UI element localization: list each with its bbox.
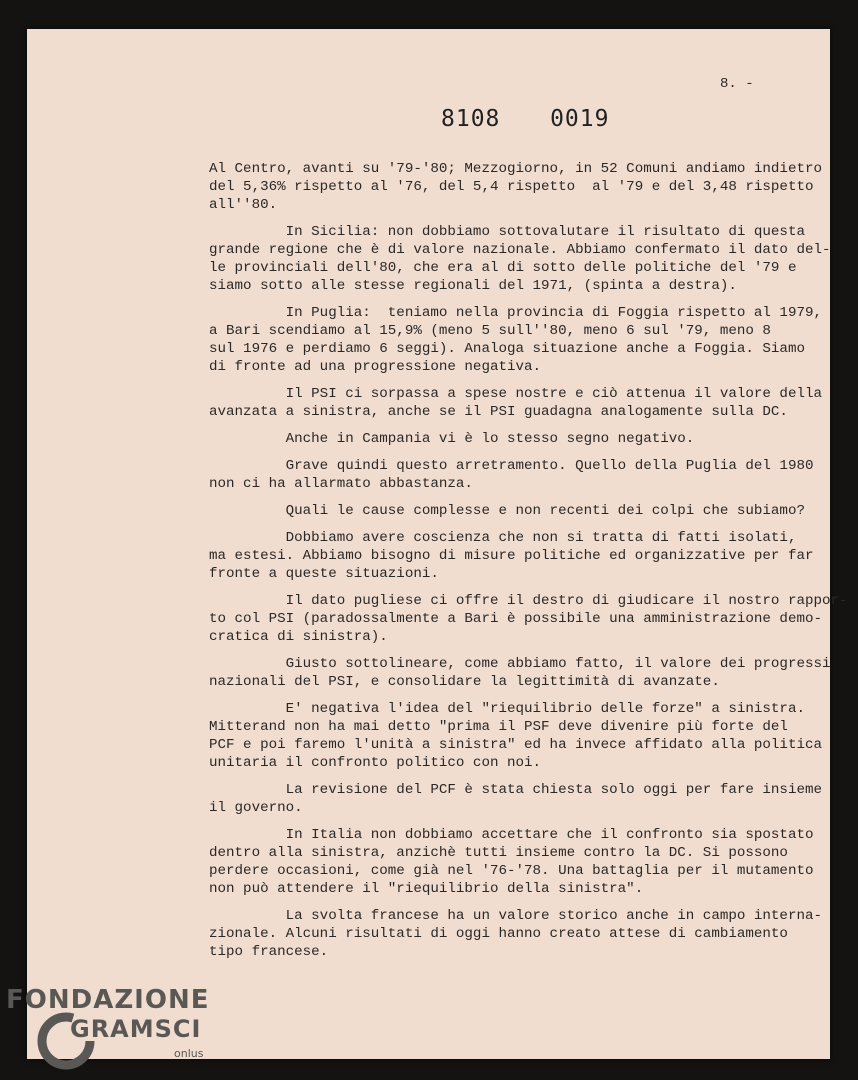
text-line: Mitterand non ha mai detto "prima il PSF deve divenire più forte del xyxy=(209,719,788,735)
paragraph xyxy=(209,592,848,646)
paragraph xyxy=(209,430,809,448)
paragraph xyxy=(209,907,822,961)
watermark xyxy=(6,985,226,1075)
text-line: dentro alla sinistra, anzichè tutti insieme contro la DC. Si possono xyxy=(209,845,788,861)
watermark-line3: onlus xyxy=(174,1047,204,1060)
text-line: zionale. Alcuni risultati di oggi hanno creato attese di cambiamento xyxy=(209,926,788,942)
text-line: del 5,36% rispetto al '76, del 5,4 rispetto al '79 e del 3,48 rispetto xyxy=(209,179,814,195)
text-line: E' negativa l'idea del "riequilibrio delle forze" a sinistra. xyxy=(209,701,805,717)
text-line: avanzata a sinistra, anche se il PSI guadagna analogamente sulla DC. xyxy=(209,404,788,420)
text-line: PCF e poi faremo l'unità a sinistra" ed ha invece affidato alla politica xyxy=(209,737,822,753)
text-line: Dobbiamo avere coscienza che non si tratta di fatti isolati, xyxy=(209,530,797,546)
watermark-line2: GRAMSCI xyxy=(70,1015,202,1043)
text-line: Il PSI ci sorpassa a spese nostre e ciò attenua il valore della xyxy=(209,386,822,402)
text-line: di fronte ad una progressione negativa. xyxy=(209,359,542,375)
document-body xyxy=(209,160,848,970)
text-line: grande regione che è di valore nazionale. Abbiamo confermato il dato del- xyxy=(209,242,831,258)
paragraph xyxy=(209,529,814,583)
text-line: unitaria il confronto politico con noi. xyxy=(209,755,542,771)
text-line: In Sicilia: non dobbiamo sottovalutare il risultato di questa xyxy=(209,224,805,240)
text-line: sul 1976 e perdiamo 6 seggi). Analoga situazione anche a Foggia. Siamo xyxy=(209,341,805,357)
paragraph xyxy=(209,502,809,520)
text-line: to col PSI (paradossalmente a Bari è possibile una amministrazione demo- xyxy=(209,611,822,627)
text-line: Il dato pugliese ci offre il destro di giudicare il nostro rappor- xyxy=(209,593,848,609)
text-line: Grave quindi questo arretramento. Quello della Puglia del 1980 xyxy=(209,458,814,474)
text-line: Giusto sottolineare, come abbiamo fatto, il valore dei progressi xyxy=(209,656,831,672)
text-line: nazionali del PSI, e consolidare la legittimità di avanzate. xyxy=(209,674,720,690)
paragraph xyxy=(209,160,822,214)
paragraph xyxy=(209,223,831,295)
text-line: non può attendere il "riequilibrio della sinistra". xyxy=(209,881,644,897)
watermark-line1: FONDAZIONE xyxy=(6,985,210,1015)
paragraph xyxy=(209,781,822,817)
paragraph xyxy=(209,457,814,493)
text-line: ma estesi. Abbiamo bisogno di misure politiche ed organizzative per far xyxy=(209,548,814,564)
paragraph xyxy=(209,385,822,421)
text-line: Al Centro, avanti su '79-'80; Mezzogiorno, in 52 Comuni andiamo indietro xyxy=(209,161,822,177)
text-line: all''80. xyxy=(209,197,278,213)
text-line: cratica di sinistra). xyxy=(209,629,388,645)
text-line: Anche in Campania vi è lo stesso segno negativo. xyxy=(209,431,695,447)
paragraph xyxy=(209,826,814,898)
text-line: La revisione del PCF è stata chiesta solo oggi per fare insieme xyxy=(209,782,822,798)
text-line: La svolta francese ha un valore storico anche in campo interna- xyxy=(209,908,822,924)
text-line: Quali le cause complesse e non recenti dei colpi che subiamo? xyxy=(209,503,805,519)
page-number: 8. - xyxy=(720,76,754,92)
text-line: In Puglia: teniamo nella provincia di Foggia rispetto al 1979, xyxy=(209,305,822,321)
paragraph xyxy=(209,304,822,376)
text-line: In Italia non dobbiamo accettare che il confronto sia spostato xyxy=(209,827,814,843)
text-line: perdere occasioni, come già nel '76-'78. Una battaglia per il mutamento xyxy=(209,863,814,879)
document-code: 8108 0019 xyxy=(441,106,610,132)
text-line: siamo sotto alle stesse regionali del 1971, (spinta a destra). xyxy=(209,278,737,294)
text-line: a Bari scendiamo al 15,9% (meno 5 sull''80, meno 6 sul '79, meno 8 xyxy=(209,323,771,339)
text-line: fronte a queste situazioni. xyxy=(209,566,439,582)
text-line: il governo. xyxy=(209,800,303,816)
text-line: le provinciali dell'80, che era al di sotto delle politiche del '79 e xyxy=(209,260,797,276)
paragraph xyxy=(209,655,831,691)
paragraph xyxy=(209,700,822,772)
text-line: tipo francese. xyxy=(209,944,329,960)
text-line: non ci ha allarmato abbastanza. xyxy=(209,476,473,492)
